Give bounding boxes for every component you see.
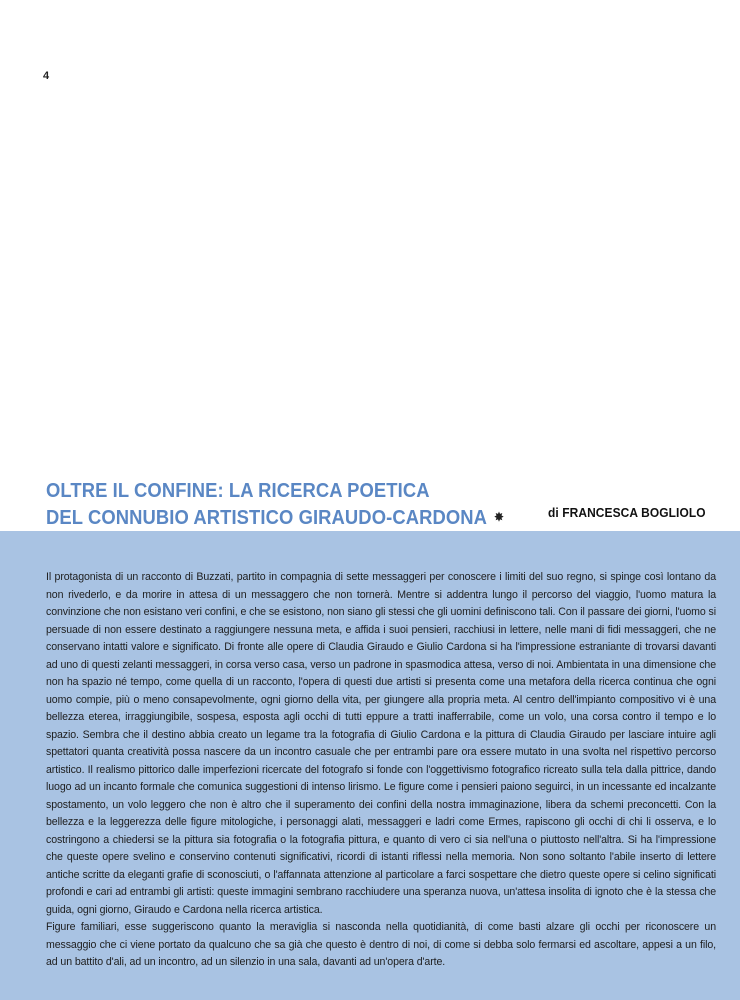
author-byline: di FRANCESCA BOGLIOLO bbox=[548, 505, 706, 520]
star-icon: ✸ bbox=[494, 510, 504, 524]
article-body bbox=[46, 569, 716, 972]
title-line-1: OLTRE IL CONFINE: LA RICERCA POETICA bbox=[46, 480, 430, 502]
paragraph-2: Figure familiari, esse suggeriscono quanto la meraviglia si nasconda nella quotidianità, di come basti alzare gli occhi per riconoscere un messaggio che ci viene portato da qualcuno che sa già che questo è dentro di noi, di come si debba solo fermarsi ed ascoltare, appesi a un filo, ad un battito d'ali, ad un incontro, ad un silenzio in una sala, davanti ad un'opera d'arte. bbox=[46, 921, 716, 968]
page-number: 4 bbox=[43, 70, 50, 82]
article-title bbox=[46, 478, 516, 531]
title-line-2 bbox=[46, 504, 504, 531]
title-line-2-text: DEL CONNUBIO ARTISTICO GIRAUDO-CARDONA bbox=[46, 507, 488, 529]
paragraph-1: Il protagonista di un racconto di Buzzati, partito in compagnia di sette messaggeri per conoscere i limiti del suo regno, si spinge così lontano da non rivederlo, e da morire in attesa di un messaggero che non tornerà. Mentre si addentra lungo il percorso del viaggio, l'uomo matura la convinzione che non esistano veri confini, e che se esistono, non siano gli stessi che gli uomini definiscono tali. Con il passare dei giorni, l'uomo si persuade di non essere destinato a raggiungere nessuna meta, e affida i suoi pensieri, racchiusi in lettere, nelle mani di fidi messaggeri, che ne conservano intatti valore e significato. Di fronte alle opere di Claudia Giraudo e Giulio Cardona si ha l'impressione estraniante di trovarsi davanti ad uno di questi zelanti messaggeri, in corsa verso casa, verso un padrone in spasmodica attesa, verso di noi. Ambientata in una dimensione che non ha spazio né tempo, come quella di un racconto, l'opera di questi due artisti si presenta come una metafora della ricerca continua che ogni uomo compie, più o meno consapevolmente, ogni giorno della vita, per giungere alla propria meta. Al centro dell'impianto compositivo vi è una bellezza eterea, irraggiungibile, sospesa, esposta agli occhi di tutti eppure a tratti inafferrabile, come un volo, una corsa contro il tempo e lo spazio. Sembra che il destino abbia creato un legame tra la fotografia di Giulio Cardona e la pittura di Claudia Giraudo per lasciare intuire agli spettatori quanta creatività possa nascere da un incontro casuale che per entrambi pare ora essere mutato in una svolta nel rispettivo percorso artistico. Il realismo pittorico dalle imperfezioni ricercate del fotografo si fonde con l'oggettivismo fotografico ricreato sulla tela dalla pittrice, dando luogo ad un incanto formale che comunica suggestioni di intenso lirismo. Le figure come i pensieri paiono seguirci, in un incessante ed incalzante spostamento, un volo leggero che non è altro che il superamento dei confini della nostra immaginazione, libera da schemi preconcetti. Con la bellezza e la leggerezza delle figure mitologiche, i personaggi alati, messaggeri e ladri come Ermes, rapiscono gli occhi di chi li osserva, e lo costringono a chiedersi se la pittura sia fotografia o la fotografia pittura, e quanto di vero ci sia nell'una o piuttosto nell'altra. Si ha l'impressione che queste opere svelino e conservino contenuti significativi, ricordi di istanti riflessi nella memoria. Non sono soltanto l'abile inserto di lettere antiche scritte da eleganti grafie di sconosciuti, o l'affannata attenzione al particolare a farci sospettare che dietro queste opere si celino significati profondi e cari ad entrambi gli artisti: queste immagini sembrano racchiudere una speranza nuova, un'attesa insolita di ignoto che è la stessa che guida, ogni giorno, Giraudo e Cardona nella ricerca artistica. bbox=[46, 571, 716, 916]
